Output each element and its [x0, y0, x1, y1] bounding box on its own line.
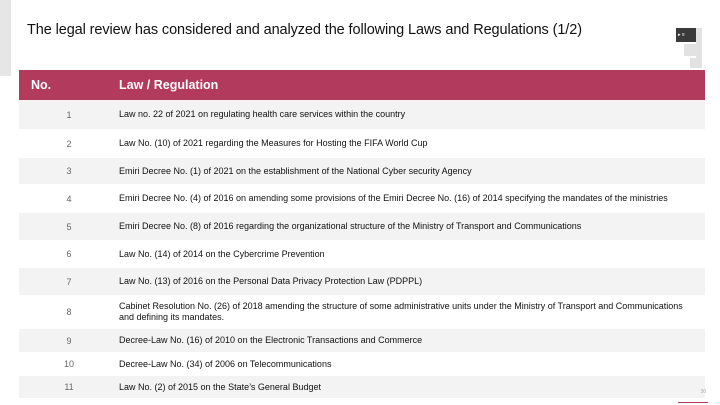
table-row	[19, 158, 705, 185]
row-law: Emiri Decree No. (4) of 2016 on amending some provisions of the Emiri Decree No. (16) of 2014 specifying the mandates of the ministries	[119, 193, 668, 203]
row-number: 9	[66, 335, 72, 346]
table-row	[19, 241, 705, 268]
row-number: 4	[66, 193, 72, 204]
row-number: 10	[63, 359, 74, 369]
row-number: 3	[66, 166, 72, 176]
row-number: 8	[66, 307, 72, 317]
table-body	[19, 100, 705, 399]
row-number: 1	[66, 109, 72, 120]
row-law: Law no. 22 of 2021 on regulating health care services within the country	[119, 109, 406, 119]
table-row	[19, 376, 705, 399]
table-row	[19, 329, 705, 353]
table-row	[19, 185, 705, 213]
row-number: 11	[64, 382, 74, 392]
row-law: Emiri Decree No. (1) of 2021 on the establishment of the National Cyber security Agency	[119, 165, 472, 176]
row-number: 2	[66, 138, 72, 149]
row-law: Decree-Law No. (34) of 2006 on Telecommunications	[119, 358, 332, 369]
slide-title: The legal review has considered and analyzed the following Laws and Regulations (1/2)	[27, 22, 582, 38]
logo-mark: ▸ ≡	[676, 28, 696, 42]
row-number: 7	[66, 276, 72, 287]
table-row	[19, 296, 705, 329]
organization-logo-icon	[676, 28, 702, 68]
row-law: Emiri Decree No. (8) of 2016 regarding the organizational structure of the Ministry of Transport and Communications	[119, 221, 582, 231]
table-header	[19, 70, 705, 100]
row-number: 5	[66, 221, 72, 232]
row-law: Law No. (10) of 2021 regarding the Measures for Hosting the FIFA World Cup	[119, 138, 428, 148]
header-no: No.	[31, 78, 52, 92]
footer-accent-line	[678, 402, 708, 403]
table-row	[19, 130, 705, 158]
laws-table	[19, 70, 705, 399]
row-law: Decree-Law No. (16) of 2010 on the Electronic Transactions and Commerce	[119, 335, 423, 345]
logo-stripe	[684, 44, 696, 56]
row-law: Law No. (2) of 2015 on the State’s General Budget	[119, 381, 321, 392]
header-law: Law / Regulation	[119, 78, 219, 92]
row-law: Law No. (14) of 2014 on the Cybercrime Prevention	[119, 248, 325, 259]
row-law: Cabinet Resolution No. (26) of 2018 amending the structure of some administrative units under the Ministry of Transport and Communications and defining its mandates.	[119, 301, 683, 322]
row-law: Law No. (13) of 2016 on the Personal Data Privacy Protection Law (PDPPL)	[119, 276, 423, 286]
slide-side-tab	[0, 0, 11, 76]
table-row	[19, 268, 705, 296]
table-row	[19, 353, 705, 376]
logo-stripe	[696, 28, 702, 68]
page-number: 30	[700, 389, 706, 395]
table-row	[19, 100, 705, 130]
table-row	[19, 213, 705, 241]
logo-stripe	[690, 58, 696, 68]
row-number: 6	[66, 249, 72, 259]
